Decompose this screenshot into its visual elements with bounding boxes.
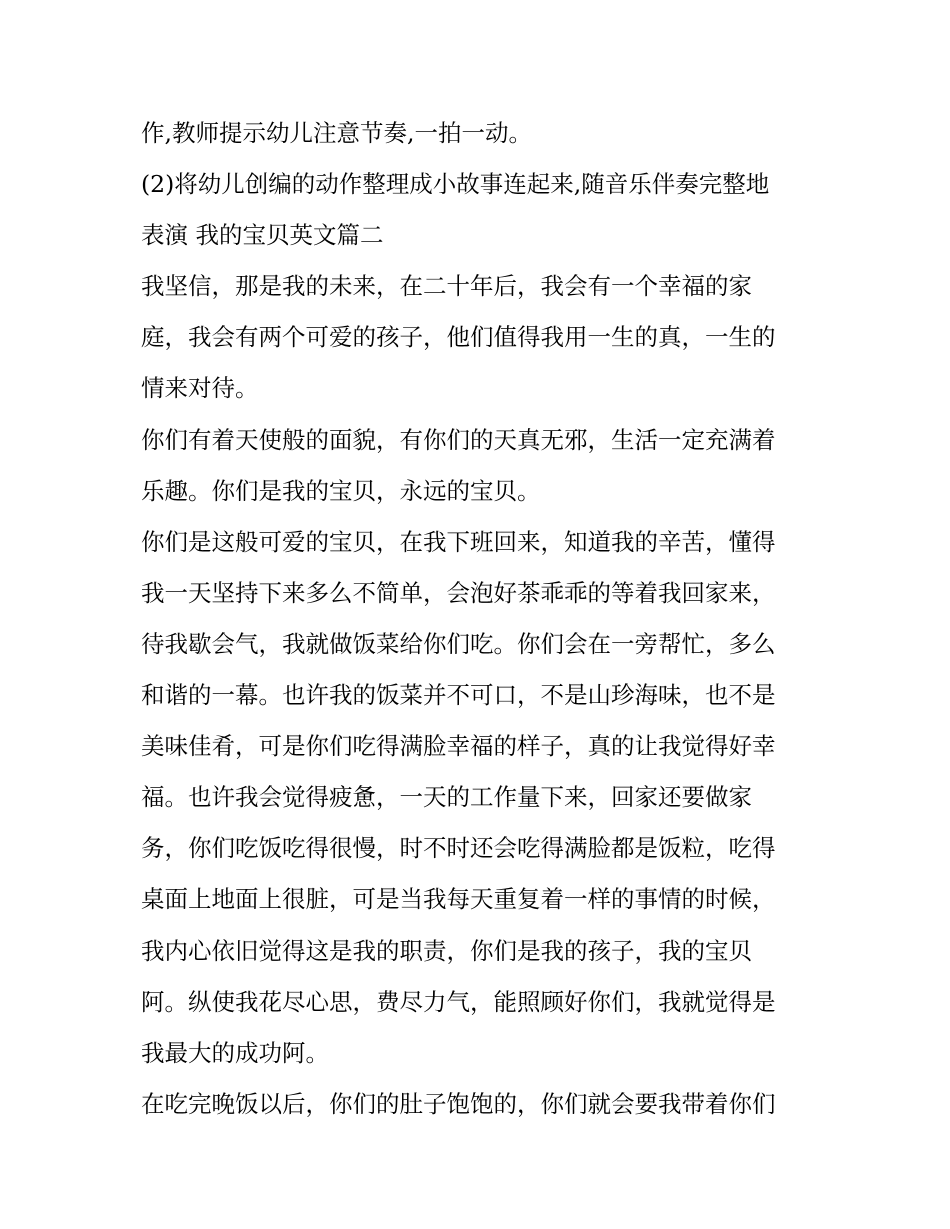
text-line: 福。也许我会觉得疲惫，一天的工作量下来，回家还要做家: [141, 783, 752, 812]
text-line: 我坚信，那是我的未来，在二十年后，我会有一个幸福的家: [141, 272, 752, 301]
paragraph-3: [141, 261, 821, 414]
document-body: [141, 108, 821, 1130]
text-line: 我内心依旧觉得这是我的职责，你们是我的孩子，我的宝贝: [141, 936, 752, 965]
text-line: 务，你们吃饭吃得很慢，时不时还会吃得满脸都是饭粒，吃得: [141, 834, 776, 863]
paragraph-6: [141, 1079, 821, 1130]
text-line: 表演 我的宝贝英文篇二: [141, 221, 384, 250]
text-line: 你们是这般可爱的宝贝，在我下班回来，知道我的辛苦，懂得: [141, 527, 776, 556]
text-line: 你们有着天使般的面貌，有你们的天真无邪，生活一定充满着: [141, 425, 776, 454]
text-line: 桌面上地面上很脏，可是当我每天重复着一样的事情的时候，: [141, 885, 776, 914]
text-line: 作,教师提示幼儿注意节奏,一拍一动。: [141, 119, 532, 147]
text-line: 情来对待。: [141, 374, 259, 403]
text-line: 我最大的成功阿。: [141, 1038, 329, 1067]
text-line: 美味佳肴，可是你们吃得满脸幸福的样子，真的让我觉得好幸: [141, 732, 776, 761]
text-line: 庭，我会有两个可爱的孩子，他们值得我用一生的真，一生的: [141, 323, 776, 352]
paragraph-1: [141, 108, 821, 159]
text-line: 待我歇会气，我就做饭菜给你们吃。你们会在一旁帮忙，多么: [141, 629, 776, 658]
text-line: 我一天坚持下来多么不简单，会泡好茶乖乖的等着我回家来，: [141, 578, 776, 607]
text-line: 阿。纵使我花尽心思，费尽力气，能照顾好你们，我就觉得是: [141, 987, 776, 1016]
text-line: 和谐的一幕。也许我的饭菜并不可口，不是山珍海味，也不是: [141, 681, 776, 710]
text-line: 在吃完晚饭以后，你们的肚子饱饱的，你们就会要我带着你们: [141, 1089, 776, 1118]
paragraph-5: [141, 517, 821, 1079]
paragraph-2: [141, 159, 821, 261]
text-line: 乐趣。你们是我的宝贝，永远的宝贝。: [141, 476, 541, 505]
text-line: (2)将幼儿创编的动作整理成小故事连起来,随音乐伴奏完整地: [141, 170, 770, 199]
paragraph-4: [141, 415, 821, 517]
